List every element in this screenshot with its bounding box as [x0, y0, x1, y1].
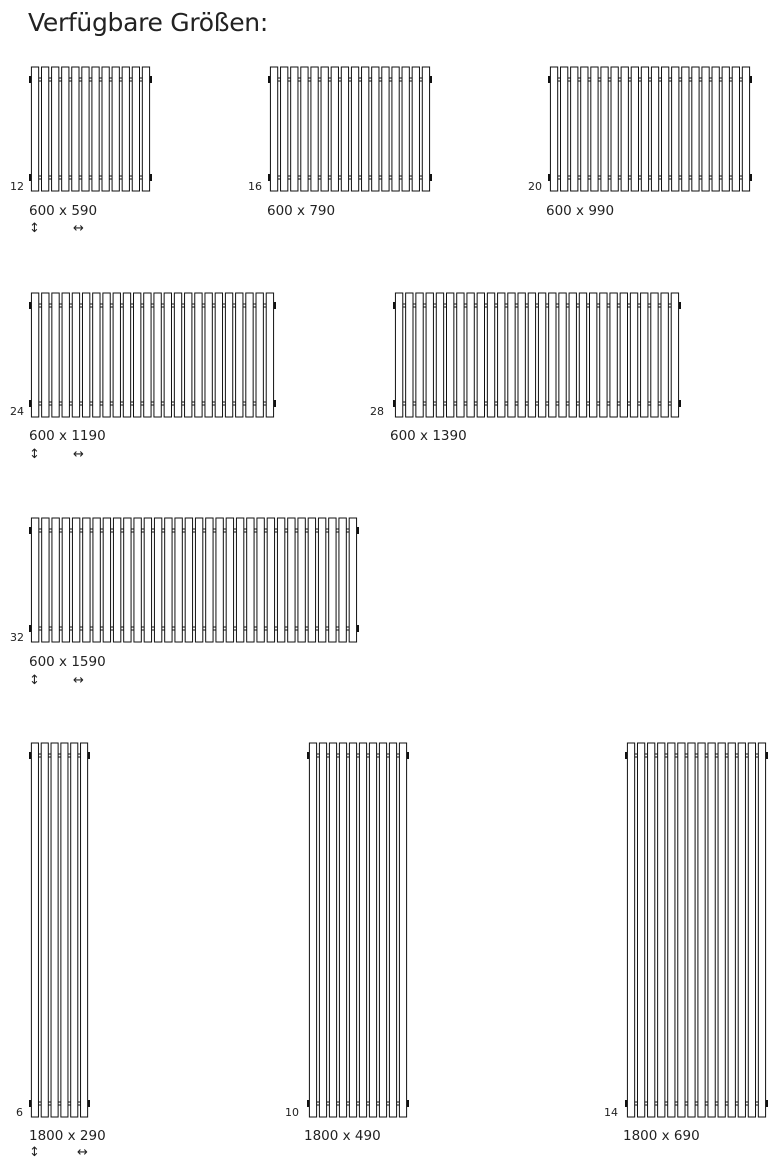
radiator-tube	[309, 743, 316, 1117]
radiator-tube	[349, 743, 356, 1117]
radiator-tube	[92, 67, 99, 191]
radiator-svg	[29, 66, 152, 192]
side-cap	[357, 527, 359, 534]
side-cap	[29, 76, 31, 83]
radiator-tube	[236, 518, 243, 642]
width-arrow-icon: ↔	[73, 673, 84, 688]
radiator-tube	[122, 67, 129, 191]
radiator-tube	[395, 293, 402, 417]
radiator-diagram-14	[625, 742, 768, 1118]
radiator-tube	[83, 518, 90, 642]
side-cap	[29, 527, 31, 534]
radiator-tube	[62, 293, 69, 417]
radiator-tube	[758, 743, 765, 1117]
radiator-tube	[195, 293, 202, 417]
radiator-tube	[206, 518, 213, 642]
radiator-tube	[226, 518, 233, 642]
width-arrow-icon: ↔	[73, 221, 84, 236]
radiator-svg	[29, 517, 359, 643]
radiator-tube	[621, 67, 628, 191]
radiator-tube	[630, 293, 637, 417]
radiator-tube	[422, 67, 429, 191]
radiator-tube	[362, 67, 369, 191]
radiator-tube	[31, 67, 38, 191]
side-cap	[766, 1100, 768, 1107]
radiator-tube	[154, 518, 161, 642]
radiator-tube	[549, 293, 556, 417]
radiator-tube	[399, 743, 406, 1117]
side-cap	[88, 752, 90, 759]
side-cap	[307, 752, 309, 759]
radiator-tube	[52, 293, 59, 417]
side-cap	[430, 76, 432, 83]
radiator-tube	[682, 67, 689, 191]
radiator-tube	[142, 67, 149, 191]
side-cap	[679, 400, 681, 407]
radiator-tube	[144, 518, 151, 642]
radiator-tube	[569, 293, 576, 417]
radiator-diagram-24	[29, 292, 276, 418]
radiator-tube	[102, 67, 109, 191]
side-cap	[88, 1100, 90, 1107]
radiator-tube	[698, 743, 705, 1117]
radiator-tube	[559, 293, 566, 417]
radiator-tube	[708, 743, 715, 1117]
radiator-tube	[246, 293, 253, 417]
section-count: 24	[10, 405, 24, 418]
side-cap	[150, 76, 152, 83]
side-cap	[29, 302, 31, 309]
radiator-tube	[308, 518, 315, 642]
radiator-tube	[571, 67, 578, 191]
radiator-tube	[93, 293, 100, 417]
radiator-tube	[487, 293, 494, 417]
radiator-tube	[281, 67, 288, 191]
side-cap	[548, 174, 550, 181]
side-cap	[625, 752, 627, 759]
radiator-tube	[134, 518, 141, 642]
radiator-tube	[52, 518, 59, 642]
radiator-svg	[548, 66, 752, 192]
radiator-tube	[748, 743, 755, 1117]
radiator-tube	[426, 293, 433, 417]
side-cap	[29, 1100, 31, 1107]
size-label: 600 x 990	[546, 203, 615, 219]
radiator-tube	[124, 518, 131, 642]
size-label: 600 x 590	[29, 203, 98, 219]
radiator-tube	[31, 293, 38, 417]
radiator-tube	[732, 67, 739, 191]
radiator-tube	[339, 518, 346, 642]
radiator-tube	[718, 743, 725, 1117]
radiator-tube	[256, 293, 263, 417]
radiator-tube	[579, 293, 586, 417]
radiator-tube	[678, 743, 685, 1117]
page-title: Verfügbare Größen:	[28, 8, 268, 37]
radiator-tube	[498, 293, 505, 417]
radiator-tube	[266, 293, 273, 417]
radiator-tube	[581, 67, 588, 191]
radiator-tube	[93, 518, 100, 642]
side-cap	[766, 752, 768, 759]
side-cap	[750, 76, 752, 83]
radiator-tube	[267, 518, 274, 642]
side-cap	[274, 302, 276, 309]
section-count: 12	[10, 180, 24, 193]
radiator-tube	[41, 67, 48, 191]
radiator-tube	[318, 518, 325, 642]
radiator-tube	[174, 293, 181, 417]
radiator-tube	[341, 67, 348, 191]
side-cap	[750, 174, 752, 181]
radiator-tube	[175, 518, 182, 642]
radiator-tube	[600, 293, 607, 417]
radiator-tube	[688, 743, 695, 1117]
radiator-tube	[236, 293, 243, 417]
radiator-tube	[298, 518, 305, 642]
radiator-tube	[637, 743, 644, 1117]
height-arrow-icon: ↕	[29, 221, 40, 236]
height-arrow-icon: ↕	[29, 447, 40, 462]
height-arrow-icon: ↕	[29, 1145, 40, 1160]
radiator-tube	[369, 743, 376, 1117]
radiator-tube	[412, 67, 419, 191]
radiator-tube	[185, 293, 192, 417]
size-label: 1800 x 290	[29, 1128, 106, 1144]
radiator-tube	[291, 67, 298, 191]
side-cap	[407, 752, 409, 759]
radiator-svg	[625, 742, 768, 1118]
radiator-tube	[457, 293, 464, 417]
size-label: 600 x 1590	[29, 654, 106, 670]
radiator-tube	[61, 743, 68, 1117]
radiator-svg	[268, 66, 432, 192]
radiator-tube	[31, 743, 38, 1117]
side-cap	[274, 400, 276, 407]
side-cap	[625, 1100, 627, 1107]
radiator-tube	[42, 518, 49, 642]
radiator-diagram-32	[29, 517, 359, 643]
radiator-tube	[372, 67, 379, 191]
radiator-tube	[672, 67, 679, 191]
radiator-tube	[62, 518, 69, 642]
radiator-tube	[164, 293, 171, 417]
radiator-tube	[641, 67, 648, 191]
radiator-tube	[195, 518, 202, 642]
radiator-tube	[103, 518, 110, 642]
radiator-diagram-6	[29, 742, 90, 1118]
radiator-tube	[668, 743, 675, 1117]
height-arrow-icon: ↕	[29, 673, 40, 688]
radiator-tube	[113, 293, 120, 417]
radiator-tube	[518, 293, 525, 417]
radiator-tube	[311, 67, 318, 191]
radiator-tube	[277, 518, 284, 642]
radiator-tube	[123, 293, 130, 417]
radiator-svg	[29, 292, 276, 418]
radiator-tube	[702, 67, 709, 191]
radiator-diagram-10	[307, 742, 409, 1118]
radiator-tube	[538, 293, 545, 417]
radiator-tube	[82, 67, 89, 191]
radiator-tube	[561, 67, 568, 191]
radiator-tube	[728, 743, 735, 1117]
radiator-tube	[651, 293, 658, 417]
width-arrow-icon: ↔	[77, 1145, 88, 1160]
width-arrow-icon: ↔	[73, 447, 84, 462]
radiator-tube	[112, 67, 119, 191]
radiator-tube	[329, 518, 336, 642]
radiator-tube	[349, 518, 356, 642]
radiator-tube	[31, 518, 38, 642]
radiator-tube	[620, 293, 627, 417]
radiator-tube	[692, 67, 699, 191]
side-cap	[393, 302, 395, 309]
radiator-tube	[42, 293, 49, 417]
radiator-diagram-20	[548, 66, 752, 192]
radiator-tube	[113, 518, 120, 642]
radiator-tube	[662, 67, 669, 191]
radiator-tube	[301, 67, 308, 191]
radiator-tube	[389, 743, 396, 1117]
radiator-tube	[165, 518, 172, 642]
radiator-tube	[467, 293, 474, 417]
radiator-tube	[436, 293, 443, 417]
section-count: 6	[16, 1106, 23, 1119]
radiator-tube	[550, 67, 557, 191]
radiator-tube	[72, 518, 79, 642]
radiator-tube	[406, 293, 413, 417]
side-cap	[268, 76, 270, 83]
side-cap	[430, 174, 432, 181]
size-label: 1800 x 690	[623, 1128, 700, 1144]
section-count: 14	[604, 1106, 618, 1119]
radiator-tube	[712, 67, 719, 191]
radiator-tube	[742, 67, 749, 191]
radiator-diagram-12	[29, 66, 152, 192]
radiator-diagram-28	[393, 292, 681, 418]
radiator-tube	[648, 743, 655, 1117]
radiator-tube	[591, 67, 598, 191]
radiator-tube	[331, 67, 338, 191]
radiator-tube	[671, 293, 678, 417]
side-cap	[268, 174, 270, 181]
radiator-tube	[103, 293, 110, 417]
radiator-tube	[134, 293, 141, 417]
section-count: 28	[370, 405, 384, 418]
section-count: 32	[10, 631, 24, 644]
radiator-tube	[416, 293, 423, 417]
radiator-tube	[738, 743, 745, 1117]
side-cap	[150, 174, 152, 181]
radiator-tube	[288, 518, 295, 642]
radiator-tube	[82, 293, 89, 417]
radiator-tube	[601, 67, 608, 191]
side-cap	[357, 625, 359, 632]
radiator-tube	[651, 67, 658, 191]
radiator-tube	[379, 743, 386, 1117]
radiator-tube	[52, 67, 59, 191]
section-count: 16	[248, 180, 262, 193]
radiator-svg	[393, 292, 681, 418]
side-cap	[29, 625, 31, 632]
radiator-tube	[351, 67, 358, 191]
radiator-tube	[62, 67, 69, 191]
radiator-tube	[658, 743, 665, 1117]
section-count: 10	[285, 1106, 299, 1119]
radiator-svg	[29, 742, 90, 1118]
side-cap	[29, 174, 31, 181]
radiator-tube	[329, 743, 336, 1117]
radiator-tube	[661, 293, 668, 417]
side-cap	[548, 76, 550, 83]
radiator-tube	[382, 67, 389, 191]
radiator-tube	[402, 67, 409, 191]
radiator-tube	[41, 743, 48, 1117]
radiator-tube	[610, 293, 617, 417]
side-cap	[29, 400, 31, 407]
radiator-tube	[722, 67, 729, 191]
radiator-tube	[185, 518, 192, 642]
radiator-tube	[477, 293, 484, 417]
radiator-tube	[321, 67, 328, 191]
side-cap	[679, 302, 681, 309]
radiator-tube	[71, 743, 78, 1117]
radiator-tube	[611, 67, 618, 191]
side-cap	[29, 752, 31, 759]
radiator-tube	[319, 743, 326, 1117]
radiator-tube	[225, 293, 232, 417]
radiator-tube	[627, 743, 634, 1117]
radiator-svg	[307, 742, 409, 1118]
radiator-tube	[447, 293, 454, 417]
side-cap	[307, 1100, 309, 1107]
side-cap	[393, 400, 395, 407]
radiator-tube	[215, 293, 222, 417]
radiator-tube	[631, 67, 638, 191]
size-label: 600 x 790	[267, 203, 336, 219]
radiator-tube	[528, 293, 535, 417]
radiator-tube	[154, 293, 161, 417]
radiator-tube	[508, 293, 515, 417]
radiator-tube	[72, 293, 79, 417]
radiator-tube	[247, 518, 254, 642]
section-count: 20	[528, 180, 542, 193]
radiator-tube	[590, 293, 597, 417]
radiator-diagram-16	[268, 66, 432, 192]
radiator-tube	[339, 743, 346, 1117]
radiator-tube	[359, 743, 366, 1117]
size-label: 1800 x 490	[304, 1128, 381, 1144]
size-label: 600 x 1190	[29, 428, 106, 444]
radiator-tube	[144, 293, 151, 417]
radiator-tube	[216, 518, 223, 642]
radiator-tube	[641, 293, 648, 417]
radiator-tube	[257, 518, 264, 642]
side-cap	[407, 1100, 409, 1107]
radiator-tube	[270, 67, 277, 191]
radiator-tube	[392, 67, 399, 191]
size-label: 600 x 1390	[390, 428, 467, 444]
radiator-tube	[51, 743, 58, 1117]
radiator-tube	[72, 67, 79, 191]
radiator-tube	[132, 67, 139, 191]
radiator-tube	[81, 743, 88, 1117]
radiator-tube	[205, 293, 212, 417]
